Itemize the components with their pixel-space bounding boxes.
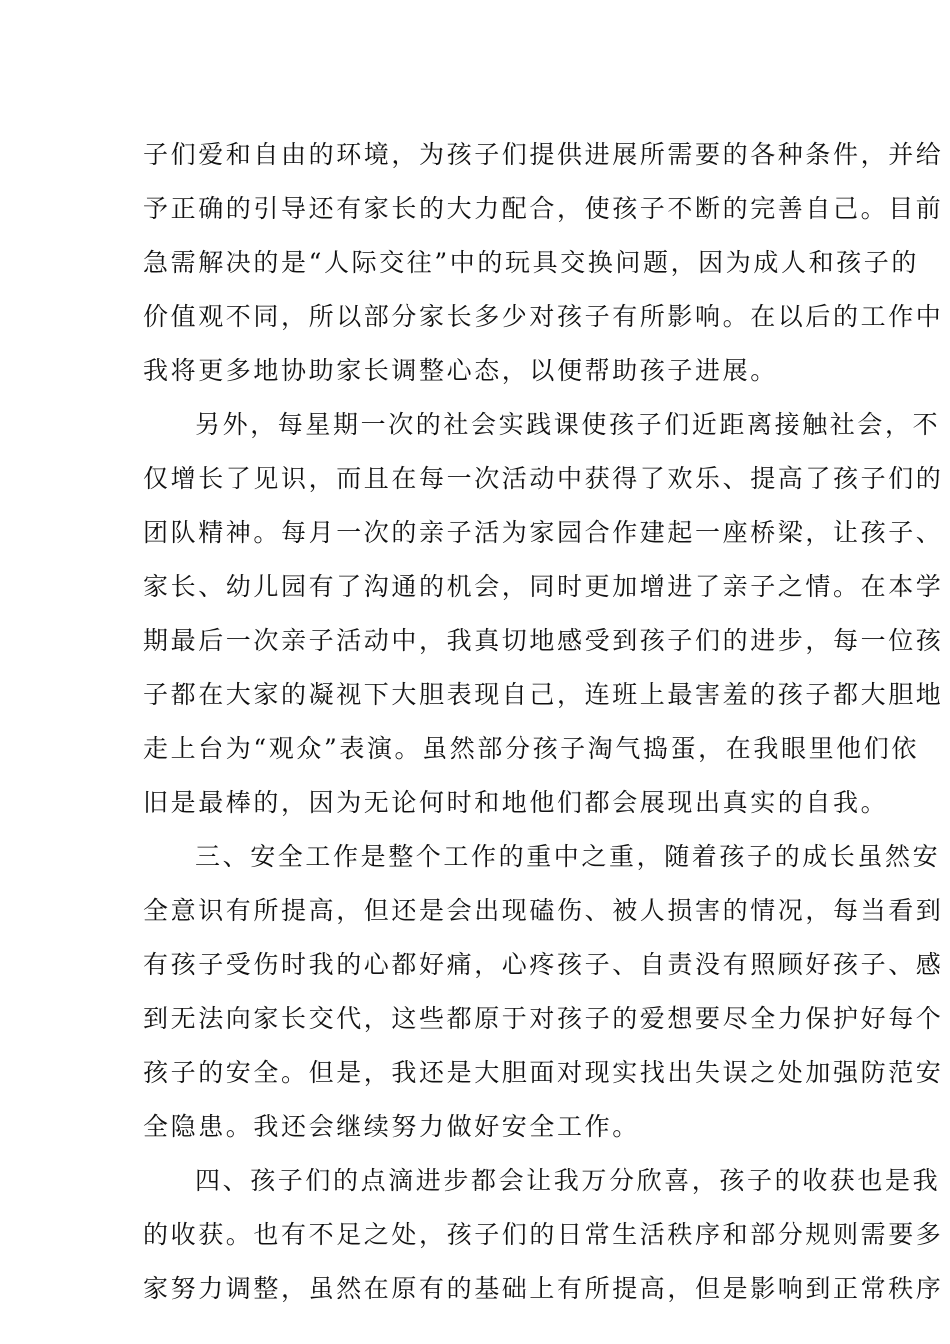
text-line: 期最后一次亲子活动中，我真切地感受到孩子们的进步，每一位孩 [143, 626, 944, 655]
text-line: 孩子的安全。但是，我还是大胆面对现实找出失误之处加强防范安 [143, 1058, 944, 1087]
text-line: 全意识有所提高，但还是会出现磕伤、被人损害的情况，每当看到 [143, 896, 944, 925]
text-line: 走上台为“观众”表演。虽然部分孩子淘气捣蛋，在我眼里他们依 [143, 734, 919, 763]
document-body [143, 128, 944, 1316]
paragraph-first-line: 另外，每星期一次的社会实践课使孩子们近距离接触社会，不 [195, 410, 941, 439]
text-line: 到无法向家长交代，这些都原于对孩子的爱想要尽全力保护好每个 [143, 1004, 944, 1033]
text-line: 有孩子受伤时我的心都好痛，心疼孩子、自责没有照顾好孩子、感 [143, 950, 944, 979]
text-line: 子都在大家的凝视下大胆表现自己，连班上最害羞的孩子都大胆地 [143, 680, 944, 709]
text-line: 家长、幼儿园有了沟通的机会，同时更加增进了亲子之情。在本学 [143, 572, 944, 601]
text-line: 旧是最棒的，因为无论何时和地他们都会展现出真实的自我。 [143, 788, 889, 817]
paragraph-first-line: 四、孩子们的点滴进步都会让我万分欣喜，孩子的收获也是我 [195, 1166, 941, 1195]
text-line: 我将更多地协助家长调整心态，以便帮助孩子进展。 [143, 356, 778, 385]
text-line: 家努力调整，虽然在原有的基础上有所提高，但是影响到正常秩序 [143, 1274, 944, 1303]
text-line: 予正确的引导还有家长的大力配合，使孩子不断的完善自己。目前 [143, 194, 944, 223]
paragraph-first-line: 三、安全工作是整个工作的重中之重，随着孩子的成长虽然安 [195, 842, 941, 871]
text-line: 的收获。也有不足之处，孩子们的日常生活秩序和部分规则需要多 [143, 1220, 944, 1249]
text-line: 全隐患。我还会继续努力做好安全工作。 [143, 1112, 640, 1141]
text-line: 急需解决的是“人际交往”中的玩具交换问题，因为成人和孩子的 [143, 248, 919, 277]
text-line: 子们爱和自由的环境，为孩子们提供进展所需要的各种条件，并给 [143, 140, 944, 169]
text-line: 仅增长了见识，而且在每一次活动中获得了欢乐、提高了孩子们的 [143, 464, 944, 493]
text-line: 团队精神。每月一次的亲子活为家园合作建起一座桥梁，让孩子、 [143, 518, 944, 547]
text-line: 价值观不同，所以部分家长多少对孩子有所影响。在以后的工作中 [143, 302, 944, 331]
